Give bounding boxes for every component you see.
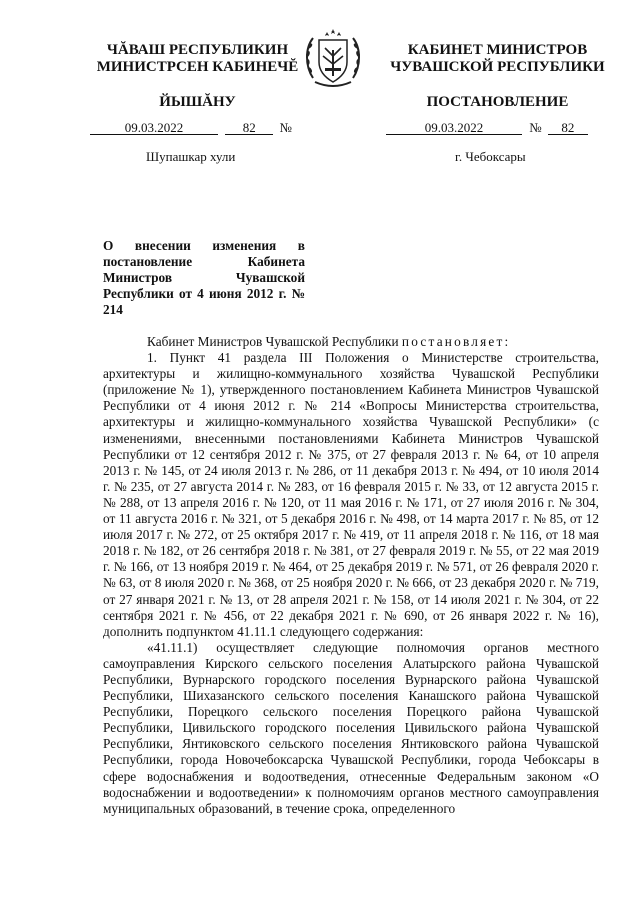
left-date: 09.03.2022 [90,121,218,135]
right-doc-type: ПОСТАНОВЛЕНИЕ [426,94,569,110]
left-city: Шупашкар хули [146,149,236,164]
left-number: 82 [225,121,273,135]
left-header-line1: ЧĂВАШ РЕСПУБЛИКИН [106,42,289,58]
left-header-line2: МИНИСТРСЕН КАБИНЕЧĔ [96,59,299,75]
paragraph-1: 1. Пункт 41 раздела III Положения о Министерстве строительства, архитектуры и жилищно-коммунального хозяйства Чувашской Республики (приложение № 1), утвержденного постановлением Кабинета Министров Чувашской Республики от 4 июня 2012 г. № 214 «Вопросы Министерства строительства, архитектуры и жилищно-коммунального хозяйства Чувашской Республики» (с изменениями, внесенными постановлениями Кабинета Министров Чувашской Республики от 12 сентября 2012 г. № 375, от 27 февраля 2013 г. № 64, от 10 апреля 2013 г. № 145, от 24 июля 2013 г. № 286, от 11 декабря 2013 г. № 494, от 10 июля 2014 г. № 235, от 27 августа 2014 г. № 283, от 16 февраля 2015 г. № 33, от 12 августа 2015 г. № 288, от 13 апреля 2016 г. № 120, от 11 мая 2016 г. № 171, от 27 июля 2016 г. № 304, от 11 августа 2016 г. № 321, от 5 декабря 2016 г. № 498, от 14 марта 2017 г. № 85, от 12 июля 2017 г. № 272, от 25 октября 2017 г. № 419, от 11 апреля 2018 г. № 116, от 18 мая 2018 г. № 182, от 26 сентября 2018 г. № 381, от 27 февраля 2019 г. № 55, от 22 мая 2019 г. № 166, от 13 ноября 2019 г. № 464, от 25 декабря 2019 г. № 571, от 26 февраля 2020 г. № 63, от 8 июля 2020 г. № 368, от 25 ноября 2020 г. № 666, от 23 декабря 2020 г. № 719, от 27 января 2021 г. № 13, от 28 апреля 2021 г. № 158, от 14 июля 2021 г. № 304, от 22 сентября 2021 г. № 456, от 22 декабря 2021 г. № 690, от 26 января 2022 г. № 16), дополнить подпунктом 41.11.1 следующего содержания: [103,350,599,639]
document-subject: О внесении изменения в постановление Кабинета Министров Чувашской Республики от 4 июня 2012 г. № 214 [103,238,305,317]
intro-decree-word: постановляет: [401,334,511,349]
document-body [103,334,599,817]
paragraph-2: «41.11.1) осуществляет следующие полномочия органов местного самоуправления Кирского сельского поселения Алатырского района Чувашской Республики, Вурнарского городского поселения Вурнарского района Чувашской Республики, Шихазанского сельского поселения Канашского района Чувашской Республики, Порецкого сельского поселения Порецкого района Чувашской Республики, Цивильского городского поселения Цивильского района Чувашской Республики, Янтиковского сельского поселения Янтиковского района Чувашской Республики, города Новочебоксарска Чувашской Республики, города Чебоксары в сфере водоснабжения и водоотведения, отнесенные Федеральным законом «О водоснабжении и водоотведении» к полномочиям органов местного самоуправления муниципальных образований, в течение срока, определенного [103,639,599,816]
left-date-number [90,120,320,136]
right-number-sign: № [529,120,542,135]
left-number-sign: № [279,120,292,135]
left-doc-type: ЙЫШĂНУ [159,94,236,110]
right-date-number [386,120,616,136]
right-number: 82 [548,121,588,135]
right-header-line2: ЧУВАШСКОЙ РЕСПУБЛИКИ [390,59,605,75]
left-header [80,42,315,111]
right-date: 09.03.2022 [386,121,522,135]
right-header-line1: КАБИНЕТ МИНИСТРОВ [407,42,588,58]
intro-paragraph [103,334,599,350]
chuvash-coat-of-arms-icon [303,26,363,90]
intro-prefix: Кабинет Министров Чувашской Республики [147,334,399,349]
right-header [385,42,610,111]
right-city: г. Чебоксары [455,149,526,164]
